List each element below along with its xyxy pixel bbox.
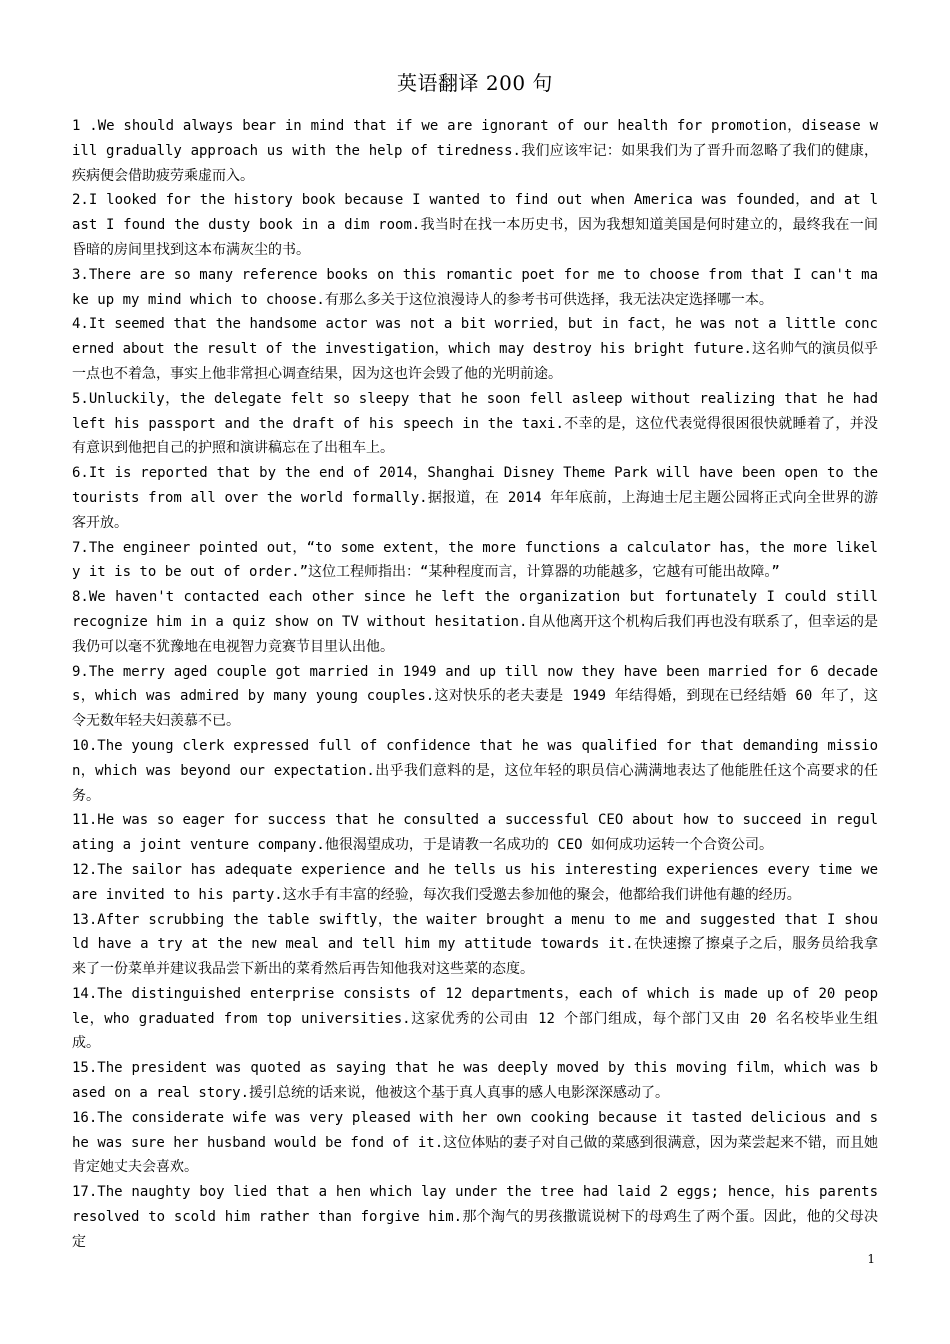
sentence-item: 13.After scrubbing the table swiftly，the waiter brought a menu to me and suggested that I should have a try at the new meal and tell him my attitude towards it.在快速擦了擦桌子之后，服务员给我拿来了一份菜单并建议我品尝下新出的菜肴然后再告知他我对这些菜的态度。 [72,911,878,978]
sentence-item: 16.The considerate wife was very pleased with her own cooking because it tasted delicious and she was sure her husband would be fond of it.这位体贴的妻子对自己做的菜感到很满意，因为菜尝起来不错，而且她肯定她丈夫会喜欢。 [72,1109,878,1176]
sentence-item: 1 .We should always bear in mind that if we are ignorant of our health for promotion，disease will gradually approach us with the help of tiredness.我们应该牢记：如果我们为了晋升而忽略了我们的健康，疾病便会借助疲劳乘虚而入。 [72,118,878,184]
sentence-item: 9.The merry aged couple got married in 1949 and up till now they have been married for 6 decades，which was admired by many young couples.这对快乐的老夫妻是 1949 年结得婚，到现在已经结婚 60 年了，这令无数年轻夫妇羡慕不已。 [72,663,878,730]
sentence-item: 7.The engineer pointed out，“to some extent，the more functions a calculator has，the more likely it is to be out of order.”这位工程师指出：“某种程度而言，计算器的功能越多，它越有可能出故障。” [72,539,878,581]
sentence-item: 5.Unluckily，the delegate felt so sleepy that he soon fell asleep without realizing that he had left his passport and the draft of his speech in the taxi.不幸的是，这位代表觉得很困很快就睡着了，并没有意识到他把自己的护照和演讲稿忘在了出租车上。 [72,390,878,457]
sentence-item: 4.It seemed that the handsome actor was not a bit worried，but in fact，he was not a little concerned about the result of the investigation，which may destroy his bright future.这名帅气的演员似乎一点也不着急，事实上他非常担心调查结果，因为这也许会毁了他的光明前途。 [72,316,878,382]
sentence-item: 2.I looked for the history book because I wanted to find out when America was founded，and at last I found the dusty book in a dim room.我当时在找一本历史书，因为我想知道美国是何时建立的，最终我在一间昏暗的房间里找到这本布满灰尘的书。 [72,192,878,258]
sentence-item: 14.The distinguished enterprise consists of 12 departments，each of which is made up of 20 people，who graduated from top universities.这家优秀的公司由 12 个部门组成，每个部门又由 20 名名校毕业生组成。 [72,985,878,1052]
sentence-item: 11.He was so eager for success that he consulted a successful CEO about how to succeed in regulating a joint venture company.他很渴望成功，于是请教一名成功的 CEO 如何成功运转一个合资公司。 [72,812,878,854]
sentence-item: 15.The president was quoted as saying that he was deeply moved by this moving film，which was based on a real story.援引总统的话来说，他被这个基于真人真事的感人电影深深感动了。 [72,1060,878,1102]
sentence-item: 8.We haven't contacted each other since he left the organization but fortunately I could still recognize him in a quiz show on TV without hesitation.自从他离开这个机构后我们再也没有联系了，但幸运的是我仍可以毫不犹豫地在电视智力竞赛节目里认出他。 [72,589,878,655]
sentence-item: 17.The naughty boy lied that a hen which lay under the tree had laid 2 eggs; hence，his parents resolved to scold him rather than forgive him.那个淘气的男孩撒谎说树下的母鸡生了两个蛋。因此，他的父母决定 [72,1184,878,1250]
sentence-item: 12.The sailor has adequate experience and he tells us his interesting experiences every time we are invited to his party.这水手有丰富的经验，每次我们受邀去参加他的聚会，他都给我们讲他有趣的经历。 [72,861,878,903]
sentence-item: 10.The young clerk expressed full of confidence that he was qualified for that demanding mission，which was beyond our expectation.出乎我们意料的是，这位年轻的职员信心满满地表达了他能胜任这个高要求的任务。 [72,737,878,804]
page-number: 1 [867,1252,875,1266]
sentence-list [72,114,878,1255]
sentence-item: 3.There are so many reference books on this romantic poet for me to choose from that I can't make up my mind which to choose.有那么多关于这位浪漫诗人的参考书可供选择，我无法决定选择哪一本。 [72,266,878,308]
document-title: 英语翻译 200 句 [397,71,553,95]
sentence-item: 6.It is reported that by the end of 2014，Shanghai Disney Theme Park will have been open to the tourists from all over the world formally.据报道，在 2014 年年底前，上海迪士尼主题公园将正式向全世界的游客开放。 [72,465,878,531]
document-page [72,68,878,1255]
